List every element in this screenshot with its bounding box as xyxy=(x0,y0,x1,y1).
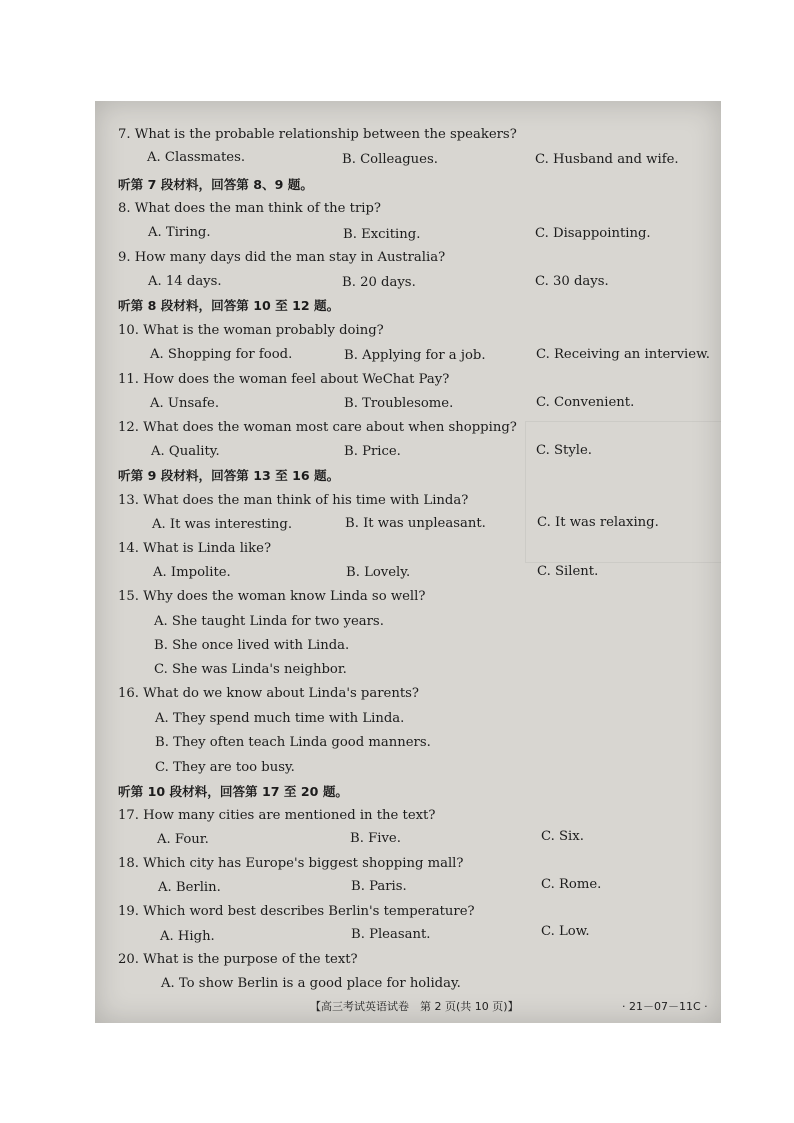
q10-option-a: A. Shopping for food. xyxy=(150,347,293,362)
q9-option-a: A. 14 days. xyxy=(148,274,222,289)
q16-option-c: C. They are too busy. xyxy=(155,760,295,775)
q19-option-c: C. Low. xyxy=(541,924,590,939)
q18-option-c: C. Rome. xyxy=(541,877,602,892)
q17-option-a: A. Four. xyxy=(157,832,209,847)
page-footer-code: · 21－07－11C · xyxy=(622,1000,708,1013)
question-13: 13. What does the man think of his time with Linda? xyxy=(118,493,469,508)
q15-option-b: B. She once lived with Linda. xyxy=(154,638,350,653)
question-20: 20. What is the purpose of the text? xyxy=(118,952,358,967)
question-14: 14. What is Linda like? xyxy=(118,541,272,556)
q8-option-a: A. Tiring. xyxy=(148,225,211,240)
question-17: 17. How many cities are mentioned in the text? xyxy=(118,808,436,823)
section-header-7: 听第 7 段材料，回答第 8、9 题。 xyxy=(118,177,313,192)
question-12: 12. What does the woman most care about when shopping? xyxy=(118,420,517,435)
q10-option-b: B. Applying for a job. xyxy=(344,348,486,363)
page-footer-title: 【高三考试英语试卷 第 2 页(共 10 页)】 xyxy=(310,1000,519,1013)
q8-option-c: C. Disappointing. xyxy=(535,226,651,241)
q12-option-a: A. Quality. xyxy=(151,444,220,459)
q17-option-c: C. Six. xyxy=(541,829,584,844)
q9-option-b: B. 20 days. xyxy=(342,275,416,290)
q7-option-b: B. Colleagues. xyxy=(342,152,438,167)
q16-option-a: A. They spend much time with Linda. xyxy=(155,711,405,726)
q17-option-b: B. Five. xyxy=(350,831,401,846)
q18-option-a: A. Berlin. xyxy=(158,880,221,895)
q16-option-b: B. They often teach Linda good manners. xyxy=(155,735,431,750)
q20-option-a: A. To show Berlin is a good place for holiday. xyxy=(161,976,461,991)
section-header-10: 听第 10 段材料，回答第 17 至 20 题。 xyxy=(118,784,349,799)
q14-option-c: C. Silent. xyxy=(537,564,599,579)
q14-option-a: A. Impolite. xyxy=(153,565,231,580)
q14-option-b: B. Lovely. xyxy=(346,565,411,580)
q11-option-a: A. Unsafe. xyxy=(150,396,220,411)
section-header-8: 听第 8 段材料，回答第 10 至 12 题。 xyxy=(118,298,340,313)
question-16: 16. What do we know about Linda's parents? xyxy=(118,686,419,701)
question-11: 11. How does the woman feel about WeChat Pay? xyxy=(118,372,450,387)
q18-option-b: B. Paris. xyxy=(351,879,407,894)
q13-option-b: B. It was unpleasant. xyxy=(345,516,486,531)
q19-option-a: A. High. xyxy=(160,929,215,944)
q12-option-c: C. Style. xyxy=(536,443,593,458)
q7-option-a: A. Classmates. xyxy=(147,150,246,165)
question-19: 19. Which word best describes Berlin's temperature? xyxy=(118,904,475,919)
q10-option-c: C. Receiving an interview. xyxy=(536,347,710,362)
question-10: 10. What is the woman probably doing? xyxy=(118,323,384,338)
q19-option-b: B. Pleasant. xyxy=(351,927,431,942)
q8-option-b: B. Exciting. xyxy=(343,227,421,242)
q7-option-c: C. Husband and wife. xyxy=(535,152,679,167)
exam-page xyxy=(95,101,721,1023)
q13-option-c: C. It was relaxing. xyxy=(537,515,659,530)
question-7: 7. What is the probable relationship between the speakers? xyxy=(118,127,517,142)
question-9: 9. How many days did the man stay in Australia? xyxy=(118,250,446,265)
question-18: 18. Which city has Europe's biggest shopping mall? xyxy=(118,856,464,871)
q9-option-c: C. 30 days. xyxy=(535,274,609,289)
q12-option-b: B. Price. xyxy=(344,444,401,459)
q13-option-a: A. It was interesting. xyxy=(152,517,293,532)
question-15: 15. Why does the woman know Linda so well? xyxy=(118,589,426,604)
question-8: 8. What does the man think of the trip? xyxy=(118,201,381,216)
section-header-9: 听第 9 段材料，回答第 13 至 16 题。 xyxy=(118,468,340,483)
q15-option-c: C. She was Linda's neighbor. xyxy=(154,662,347,677)
q11-option-b: B. Troublesome. xyxy=(344,396,454,411)
q15-option-a: A. She taught Linda for two years. xyxy=(154,614,384,629)
q11-option-c: C. Convenient. xyxy=(536,395,635,410)
